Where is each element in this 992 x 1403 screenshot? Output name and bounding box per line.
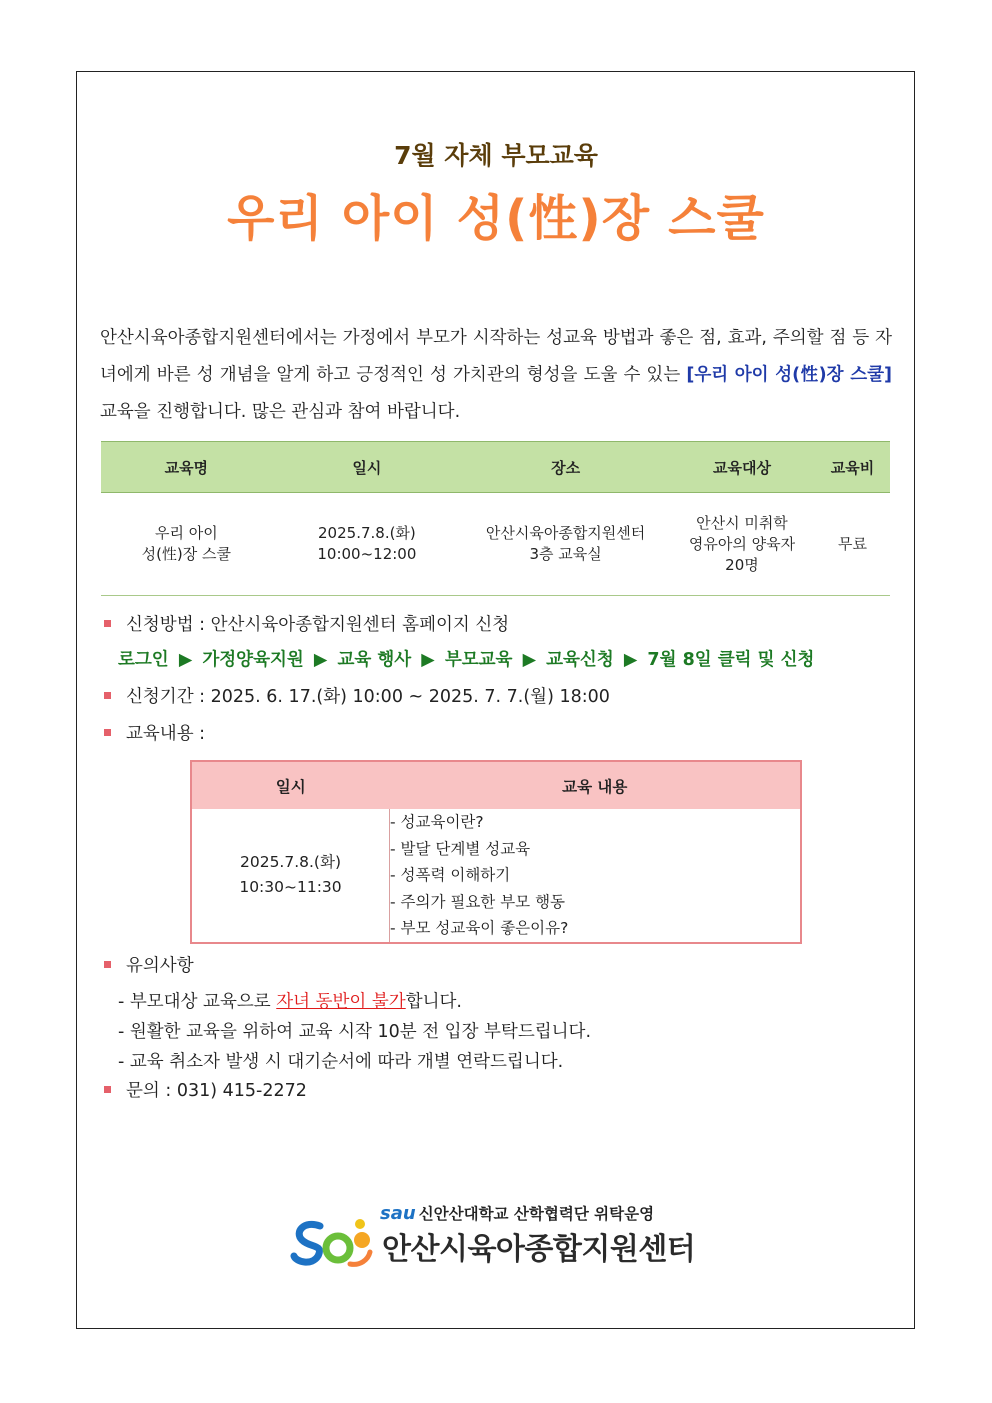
arrow-right-icon: ▶	[522, 650, 537, 670]
content-table-row	[191, 809, 801, 943]
place-line1: 안산시육아종합지원센터	[485, 524, 646, 542]
header-course-name: 교육명	[101, 442, 272, 493]
target-line2: 영유아의 양육자	[688, 534, 796, 553]
content-label	[104, 720, 205, 745]
cell-target	[669, 493, 815, 596]
apply-period	[104, 683, 610, 708]
target-line1: 안산시 미취학	[696, 513, 788, 532]
content-header-content: 교육 내용	[390, 761, 802, 809]
cell-datetime	[272, 493, 463, 596]
arrow-right-icon: ▶	[421, 650, 435, 670]
bullet-icon	[104, 961, 111, 968]
list-item: - 발달 단계별 성교육	[390, 839, 531, 858]
header-fee: 교육비	[815, 442, 890, 493]
intro-text-before: 안산시육아종합지원센터에서는 가정에서 부모가 시작하는 성교육 방법과 좋은 점, 효과, 주의할 점 등 자녀에게 바른 성 개념을 알게 하고 긍정적인 성 가치관의 형성을 도울 수 있는	[100, 328, 892, 385]
intro-paragraph	[100, 320, 892, 431]
path-step-login: 로그인	[118, 650, 169, 670]
info-table	[101, 441, 890, 596]
content-label-text: 교육내용 :	[126, 724, 206, 744]
page-subtitle: 7월 자체 부모교육	[394, 141, 598, 170]
bullet-icon	[104, 1086, 111, 1093]
header-place: 장소	[462, 442, 669, 493]
arrow-right-icon: ▶	[178, 650, 193, 670]
path-step-parent-edu: 부모교육	[444, 650, 513, 670]
note-item-1	[118, 988, 462, 1013]
time-line: 10:00~12:00	[317, 545, 417, 563]
arrow-right-icon: ▶	[623, 650, 638, 670]
note-1-before: - 부모대상 교육으로	[118, 992, 277, 1012]
arrow-right-icon: ▶	[313, 650, 328, 670]
content-items-cell	[390, 809, 802, 943]
target-line3: 20명	[725, 555, 759, 574]
path-step-events: 교육 행사	[337, 650, 412, 670]
note-item-2: - 원활한 교육을 위하여 교육 시작 10분 전 입장 부탁드립니다.	[118, 1022, 592, 1042]
notes-heading-text: 유의사항	[126, 956, 194, 976]
path-step-home-care: 가정양육지원	[202, 650, 304, 670]
path-step-apply: 교육신청	[546, 650, 614, 670]
list-item: - 성폭력 이해하기	[390, 866, 511, 884]
intro-text-after: 교육을 진행합니다. 많은 관심과 참여 바랍니다.	[100, 402, 461, 422]
place-line2: 3층 교육실	[529, 545, 602, 563]
content-time: 10:30~11:30	[239, 878, 342, 897]
list-item: - 주의가 필요한 부모 행동	[390, 892, 566, 911]
header-target: 교육대상	[669, 442, 815, 493]
apply-nav-path	[118, 646, 814, 671]
contact-text: 문의 : 031) 415-2272	[126, 1081, 307, 1101]
footer-logo	[290, 1198, 710, 1278]
sau-logo: sau	[380, 1203, 416, 1224]
cell-course-name	[101, 493, 272, 596]
bullet-icon	[104, 729, 111, 736]
bullet-icon	[104, 692, 111, 699]
note-item-3: - 교육 취소자 발생 시 대기순서에 따라 개별 연락드립니다.	[118, 1052, 564, 1072]
info-table-header-row	[101, 442, 890, 493]
apply-period-text: 신청기간 : 2025. 6. 17.(화) 10:00 ~ 2025. 7. 7.(월) 18:00	[126, 687, 610, 707]
content-date-cell	[191, 809, 390, 943]
header-datetime: 일시	[272, 442, 463, 493]
content-table-header-row	[191, 761, 801, 809]
course-name-line2: 성(性)장 스쿨	[141, 545, 232, 563]
operator-text	[380, 1202, 654, 1224]
cell-place	[462, 493, 669, 596]
operator-name: 신안산대학교 산학협력단 위탁운영	[418, 1205, 655, 1223]
center-name: 안산시육아종합지원센터	[382, 1232, 696, 1267]
course-name-line1: 우리 아이	[154, 524, 218, 542]
bullet-icon	[104, 620, 111, 627]
apply-method-text: 신청방법 : 안산시육아종합지원센터 홈페이지 신청	[126, 615, 510, 635]
list-item: - 부모 성교육이 좋은이유?	[390, 919, 569, 937]
notes-heading	[104, 952, 194, 977]
note-1-after: 합니다.	[405, 992, 462, 1012]
content-header-date: 일시	[191, 761, 390, 809]
page-title: 우리 아이 성(性)장 스쿨	[227, 190, 765, 247]
date-line1: 2025.7.8.(화)	[318, 524, 416, 542]
content-date: 2025.7.8.(화)	[239, 853, 342, 872]
note-1-warning: 자녀 동반이 불가	[276, 992, 406, 1012]
center-logo-icon	[290, 1204, 376, 1276]
intro-highlight: [우리 아이 성(性)장 스쿨]	[686, 365, 892, 385]
list-item: - 성교육이란?	[390, 813, 484, 831]
path-step-click: 7월 8일 클릭 및 신청	[647, 650, 815, 670]
contact-line	[104, 1077, 307, 1102]
info-table-row	[101, 493, 890, 596]
apply-method	[104, 611, 509, 636]
cell-fee: 무료	[815, 493, 890, 596]
content-table	[190, 760, 802, 944]
